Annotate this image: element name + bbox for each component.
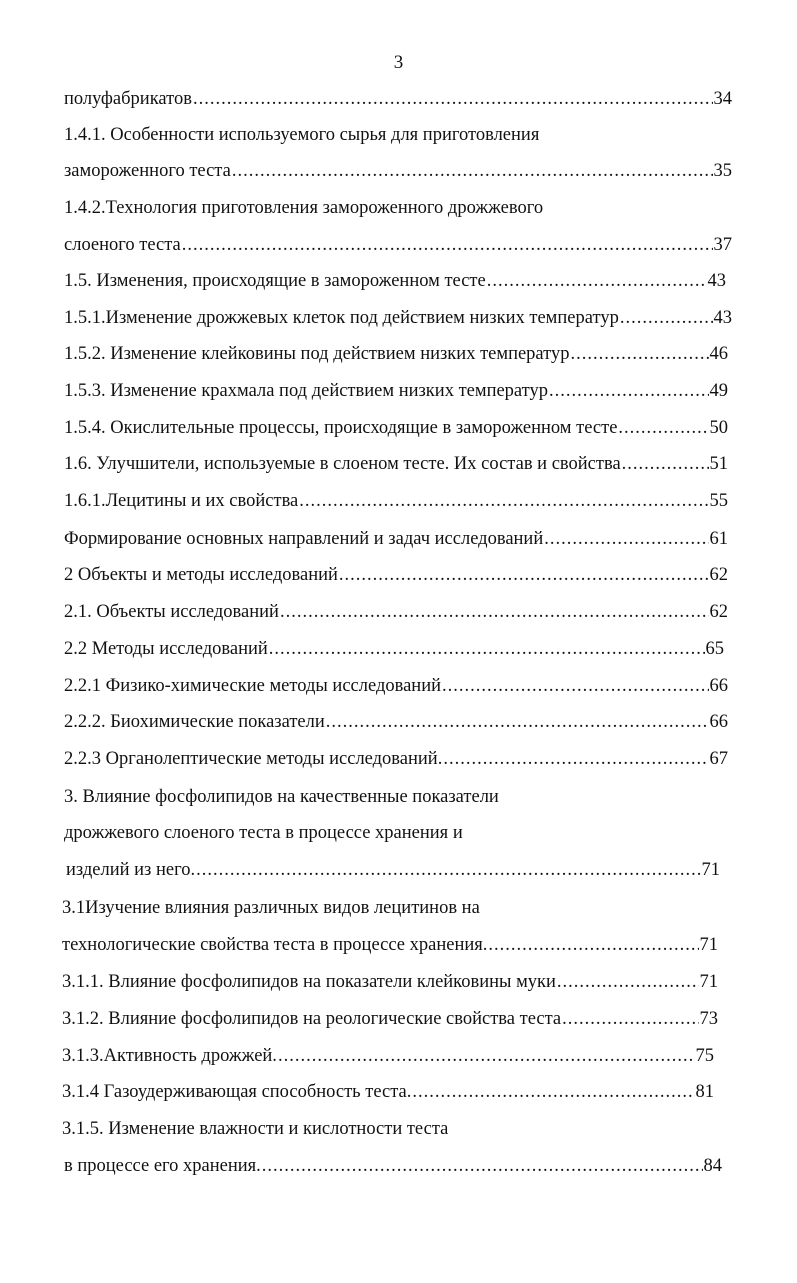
toc-entry xyxy=(64,84,732,114)
toc-entry-title: 1.5.4. Окислительные процессы, происходящие в замороженном тесте xyxy=(64,418,618,438)
toc-entry-title: 2.2 Методы исследований xyxy=(64,639,268,659)
toc-entry-title: 3.1.1. Влияние фосфолипидов на показатели клейковины муки xyxy=(62,972,556,992)
toc-entry-page: 43 xyxy=(707,271,726,291)
dot-leader xyxy=(262,1151,703,1181)
dot-leader xyxy=(549,376,708,406)
toc-entry-page: 50 xyxy=(709,418,728,438)
toc-entry xyxy=(64,230,732,260)
toc-entry-page: 66 xyxy=(709,676,728,696)
toc-entry xyxy=(62,1077,714,1107)
toc-entry xyxy=(62,1041,714,1071)
dot-leader xyxy=(269,634,705,664)
toc-entry-title: 1.5.3. Изменение крахмала под действием низких температур xyxy=(64,381,549,401)
toc-entry-title: 3.1.5. Изменение влажности и кислотности теста xyxy=(62,1119,449,1139)
toc-entry-page: 71 xyxy=(699,972,718,992)
page-number: 3 xyxy=(393,52,404,73)
toc-entry-page: 43 xyxy=(713,308,732,328)
toc-entry-page: 71 xyxy=(701,860,720,880)
toc-entry-title: технологические свойства теста в процессе хранения. xyxy=(62,935,488,955)
toc-entry-page: 49 xyxy=(709,381,728,401)
toc-entry-title: изделий из него. xyxy=(66,860,196,880)
toc-entry xyxy=(64,413,728,443)
toc-entry-title: 2.2.1 Физико-химические методы исследований xyxy=(64,676,442,696)
toc-entry-page: 71 xyxy=(699,935,718,955)
toc-entry-title: в процессе его хранения. xyxy=(64,1156,261,1176)
toc-entry-page: 62 xyxy=(709,602,728,622)
toc-entry-page: 66 xyxy=(709,712,728,732)
toc-entry-page: 35 xyxy=(713,161,732,181)
toc-entry-page: 37 xyxy=(713,235,732,255)
dot-leader xyxy=(442,671,708,701)
toc-entry-page: 61 xyxy=(709,529,728,549)
toc-entry xyxy=(64,744,728,774)
dot-leader xyxy=(278,1041,695,1071)
toc-entry-title: замороженного теста xyxy=(64,161,231,181)
toc-entry xyxy=(64,339,728,369)
toc-entry-line xyxy=(64,193,732,223)
toc-entry-title: 3.1.4 Газоудерживающая способность теста. xyxy=(62,1082,412,1102)
toc-entry-title: Формирование основных направлений и задач исследований xyxy=(64,529,544,549)
toc-entry-page: 84 xyxy=(703,1156,722,1176)
toc-entry xyxy=(64,266,726,296)
dot-leader xyxy=(488,930,698,960)
dot-leader xyxy=(196,855,700,885)
toc-entry xyxy=(64,671,728,701)
toc-entry xyxy=(64,449,728,479)
dot-leader xyxy=(544,524,708,554)
toc-entry-title: полуфабрикатов xyxy=(64,89,192,109)
toc-entry-title: 1.4.1. Особенности используемого сырья для приготовления xyxy=(64,125,540,145)
toc-entry xyxy=(66,855,720,885)
toc-entry xyxy=(64,303,732,333)
toc-entry xyxy=(64,156,732,186)
toc-entry-title: 1.5.1.Изменение дрожжевых клеток под действием низких температур xyxy=(64,308,619,328)
dot-leader xyxy=(412,1077,694,1107)
toc-entry xyxy=(62,930,718,960)
toc-entry-page: 55 xyxy=(709,491,728,511)
toc-entry xyxy=(64,486,728,516)
dot-leader xyxy=(562,1004,698,1034)
toc-entry-line xyxy=(64,120,732,150)
dot-leader xyxy=(326,707,709,737)
toc-entry-title: слоеного теста xyxy=(64,235,181,255)
dot-leader xyxy=(622,449,709,479)
dot-leader xyxy=(299,486,708,516)
toc-entry-title: 3.1Изучение влияния различных видов лецитинов на xyxy=(62,898,480,918)
toc-entry-title: 2 Объекты и методы исследований xyxy=(64,565,338,585)
toc-entry-title: 1.6. Улучшители, используемые в слоеном тесте. Их состав и свойства xyxy=(64,454,621,474)
toc-entry-title: 2.2.3 Органолептические методы исследований. xyxy=(64,749,443,769)
toc-entry-page: 73 xyxy=(699,1009,718,1029)
toc-entry-line xyxy=(62,1114,726,1144)
toc-entry-page: 34 xyxy=(713,89,732,109)
toc-entry-page: 67 xyxy=(709,749,728,769)
toc-entry-title: 2.2.2. Биохимические показатели xyxy=(64,712,325,732)
toc-entry xyxy=(64,1151,722,1181)
toc-entry-title: дрожжевого слоеного теста в процессе хранения и xyxy=(64,823,463,843)
dot-leader xyxy=(557,967,699,997)
toc-entry xyxy=(64,634,724,664)
toc-entry-page: 75 xyxy=(695,1046,714,1066)
dot-leader xyxy=(182,230,713,260)
toc-entry-title: 1.5.2. Изменение клейковины под действием низких температур xyxy=(64,344,570,364)
toc-entry-title: 2.1. Объекты исследований xyxy=(64,602,279,622)
toc-entry-title: 3.1.2. Влияние фосфолипидов на реологические свойства теста xyxy=(62,1009,562,1029)
toc-entry xyxy=(62,1004,718,1034)
dot-leader xyxy=(620,303,713,333)
dot-leader xyxy=(232,156,713,186)
toc-entry-title: 3. Влияние фосфолипидов на качественные показатели xyxy=(64,787,499,807)
toc-entry xyxy=(62,967,718,997)
toc-entry xyxy=(64,707,728,737)
toc-entry-line xyxy=(62,893,726,923)
toc-entry-line xyxy=(64,818,728,848)
toc-entry xyxy=(64,524,728,554)
toc-entry-line xyxy=(64,782,728,812)
dot-leader xyxy=(571,339,709,369)
dot-leader xyxy=(193,84,713,114)
toc-entry-page: 81 xyxy=(695,1082,714,1102)
toc-entry-title: 1.5. Изменения, происходящие в замороженном тесте xyxy=(64,271,486,291)
toc-entry-page: 62 xyxy=(709,565,728,585)
dot-leader xyxy=(443,744,708,774)
toc-entry-title: 1.6.1.Лецитины и их свойства xyxy=(64,491,299,511)
dot-leader xyxy=(618,413,708,443)
toc-entry xyxy=(64,376,728,406)
toc-entry xyxy=(64,597,728,627)
toc-entry-page: 46 xyxy=(709,344,728,364)
toc-entry-title: 1.4.2.Технология приготовления замороженного дрожжевого xyxy=(64,198,544,218)
dot-leader xyxy=(339,560,709,590)
dot-leader xyxy=(280,597,709,627)
toc-entry-page: 65 xyxy=(705,639,724,659)
toc-entry xyxy=(64,560,728,590)
toc-entry-title: 3.1.3.Активность дрожжей. xyxy=(62,1046,277,1066)
toc-entry-page: 51 xyxy=(709,454,728,474)
dot-leader xyxy=(487,266,707,296)
